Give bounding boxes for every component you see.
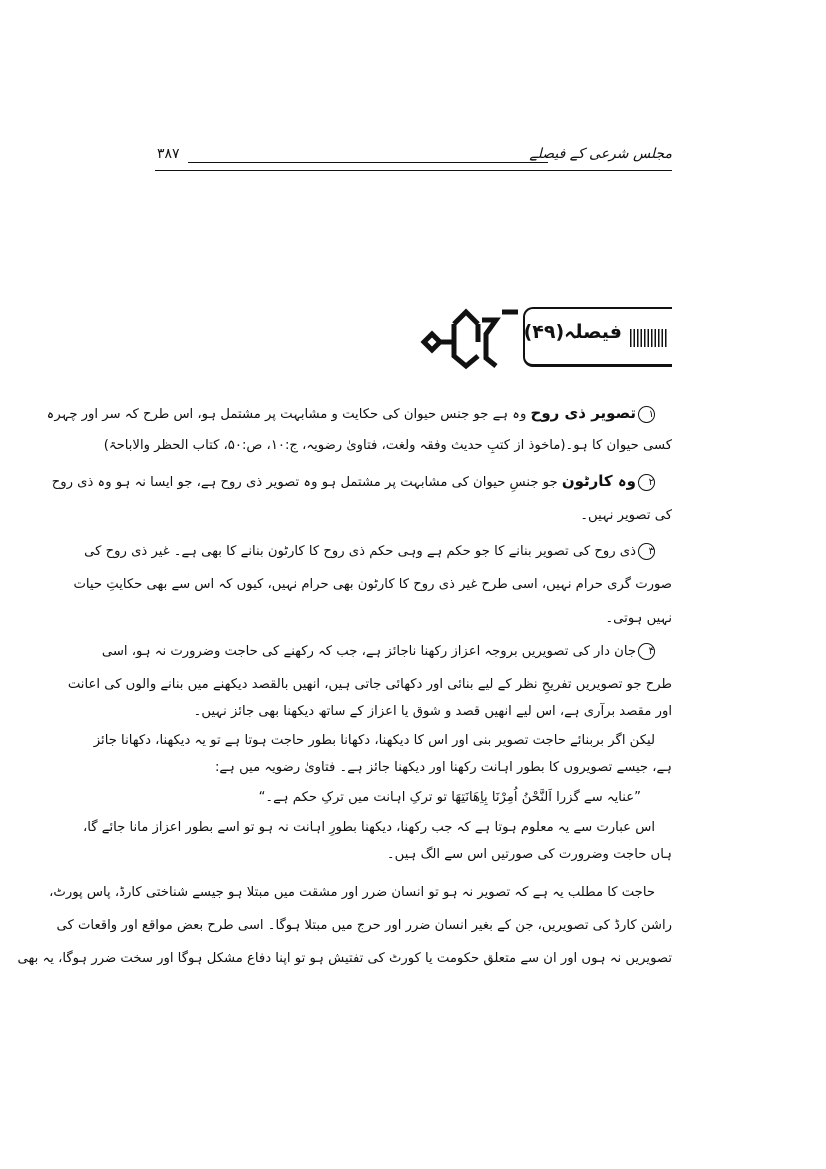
paragraph-4-line-1 [101,640,655,664]
paragraph-3-line-3: نہیں ہوتی۔ [605,611,672,626]
term-bold: وہ کارٹون [561,472,636,490]
decision-heading [515,307,672,369]
paragraph-7-line-2: راشن کارڈ کی تصویریں، جن کے بغیر انسان ضرر اور حرج میں مبتلا ہوگا۔ اسی طرح بعض مواقع اور واقعات کی [56,918,672,933]
item-number: ۴ [638,643,655,660]
ornament-icon [420,306,520,370]
paragraph-7-line-3: تصویریں نہ ہوں اور ان سے متعلق حکومت یا کورٹ کی تفتیش ہو تو اپنا دفاع مشکل ہوگا اور سخت ضرر ہوگا، یہ بھی [17,951,672,966]
paragraph-4-line-2: طرح جو تصویریں تفریحِ نظر کے لیے بنائی اور دکھائی جاتی ہیں، انھیں بالقصد دیکھنے میں بنانے والوں کی اعانت [67,677,672,692]
paragraph-4-line-3: اور مقصد برآری ہے، اس لیے انھیں قصد و شوق یا اعزاز کے ساتھ دیکھنا بھی جائز نہیں۔ [193,704,672,719]
heading-label: فیصلہ(۴۹) [523,321,622,343]
paragraph-5-line-2: ہے، جیسے تصویروں کا بطور اہانت رکھنا اور دیکھنا جائز ہے۔ فتاویٰ رضویہ میں ہے: [214,760,672,775]
line-text: وہ ہے جو جنس حیوان کی حکایت و مشابہت پر مشتمل ہو، اس طرح کہ سر اور چہرہ [46,407,527,422]
line-text: جان دار کی تصویریں بروجہ اعزاز رکھنا ناجائز ہے، جب کہ رکھنے کی حاجت وضرورت نہ ہو، اسی [101,644,636,659]
item-number: ۲ [638,474,655,491]
heading-bars [630,329,668,347]
paragraph-6-line-1: اس عبارت سے یہ معلوم ہوتا ہے کہ جب رکھنا، دیکھنا بطورِ اہانت نہ ہو تو اسے بطور اعزاز مانا جائے گا، [82,820,655,835]
quotation: ”عنایہ سے گزرا اَلنَّحْنُ اُمِرْنَا بِاِھَانَتِھَا تو ترکِ اہانت میں ترکِ حکم ہے۔“ [258,790,641,805]
paragraph-3-line-1 [84,540,655,564]
paragraph-3-line-2: صورت گری حرام نہیں، اسی طرح غیر ذی روح کا کارٹون بھی حرام نہیں، کیوں کہ اس سے بھی حکایتِ حیات [73,577,672,592]
header-underline [188,162,548,163]
header-rule [155,170,672,171]
paragraph-1-line-1 [46,401,655,427]
paragraph-5-line-1: لیکن اگر بربنائے حاجت تصویر بنی اور اس کا دیکھنا، دکھانا بطور حاجت ہوتا ہے تو یہ دیکھنا، دکھانا جائز [93,733,655,748]
item-number: ۱ [638,406,655,423]
paragraph-2-line-1 [51,469,655,495]
paragraph-6-line-2: ہاں حاجت وضرورت کی صورتیں اس سے الگ ہیں۔ [386,847,672,862]
line-text: ذی روح کی تصویر بنانے کا جو حکم ہے وہی حکم ذی روح کا کارٹون بنانے کا بھی ہے۔ غیر ذی روح کی [84,544,636,559]
term-bold: تصویر ذی روح [530,404,636,422]
page-number: ۳۸۷ [157,146,180,162]
item-number: ۳ [638,543,655,560]
running-header-title: مجلس شرعی کے فیصلے [529,146,672,162]
paragraph-7-line-1: حاجت کا مطلب یہ ہے کہ تصویر نہ ہو تو انسان ضرر اور مشقت میں مبتلا ہو جیسے شناختی کارڈ، پاس پورٹ، [49,885,655,900]
paragraph-2-line-2: کی تصویر نہیں۔ [580,508,672,523]
line-text: جو جنسِ حیوان کی مشابہت پر مشتمل ہو وہ تصویر ذی روح ہے، جو ایسا نہ ہو وہ ذی روح [51,475,558,490]
paragraph-1-line-2: کسی حیوان کا ہو۔(ماخوذ از کتبِ حدیث وفقہ ولغت، فتاویٰ رضویہ، ج:۱۰، ص:۵۰، کتاب الحظر والاباحۃ) [103,438,672,453]
